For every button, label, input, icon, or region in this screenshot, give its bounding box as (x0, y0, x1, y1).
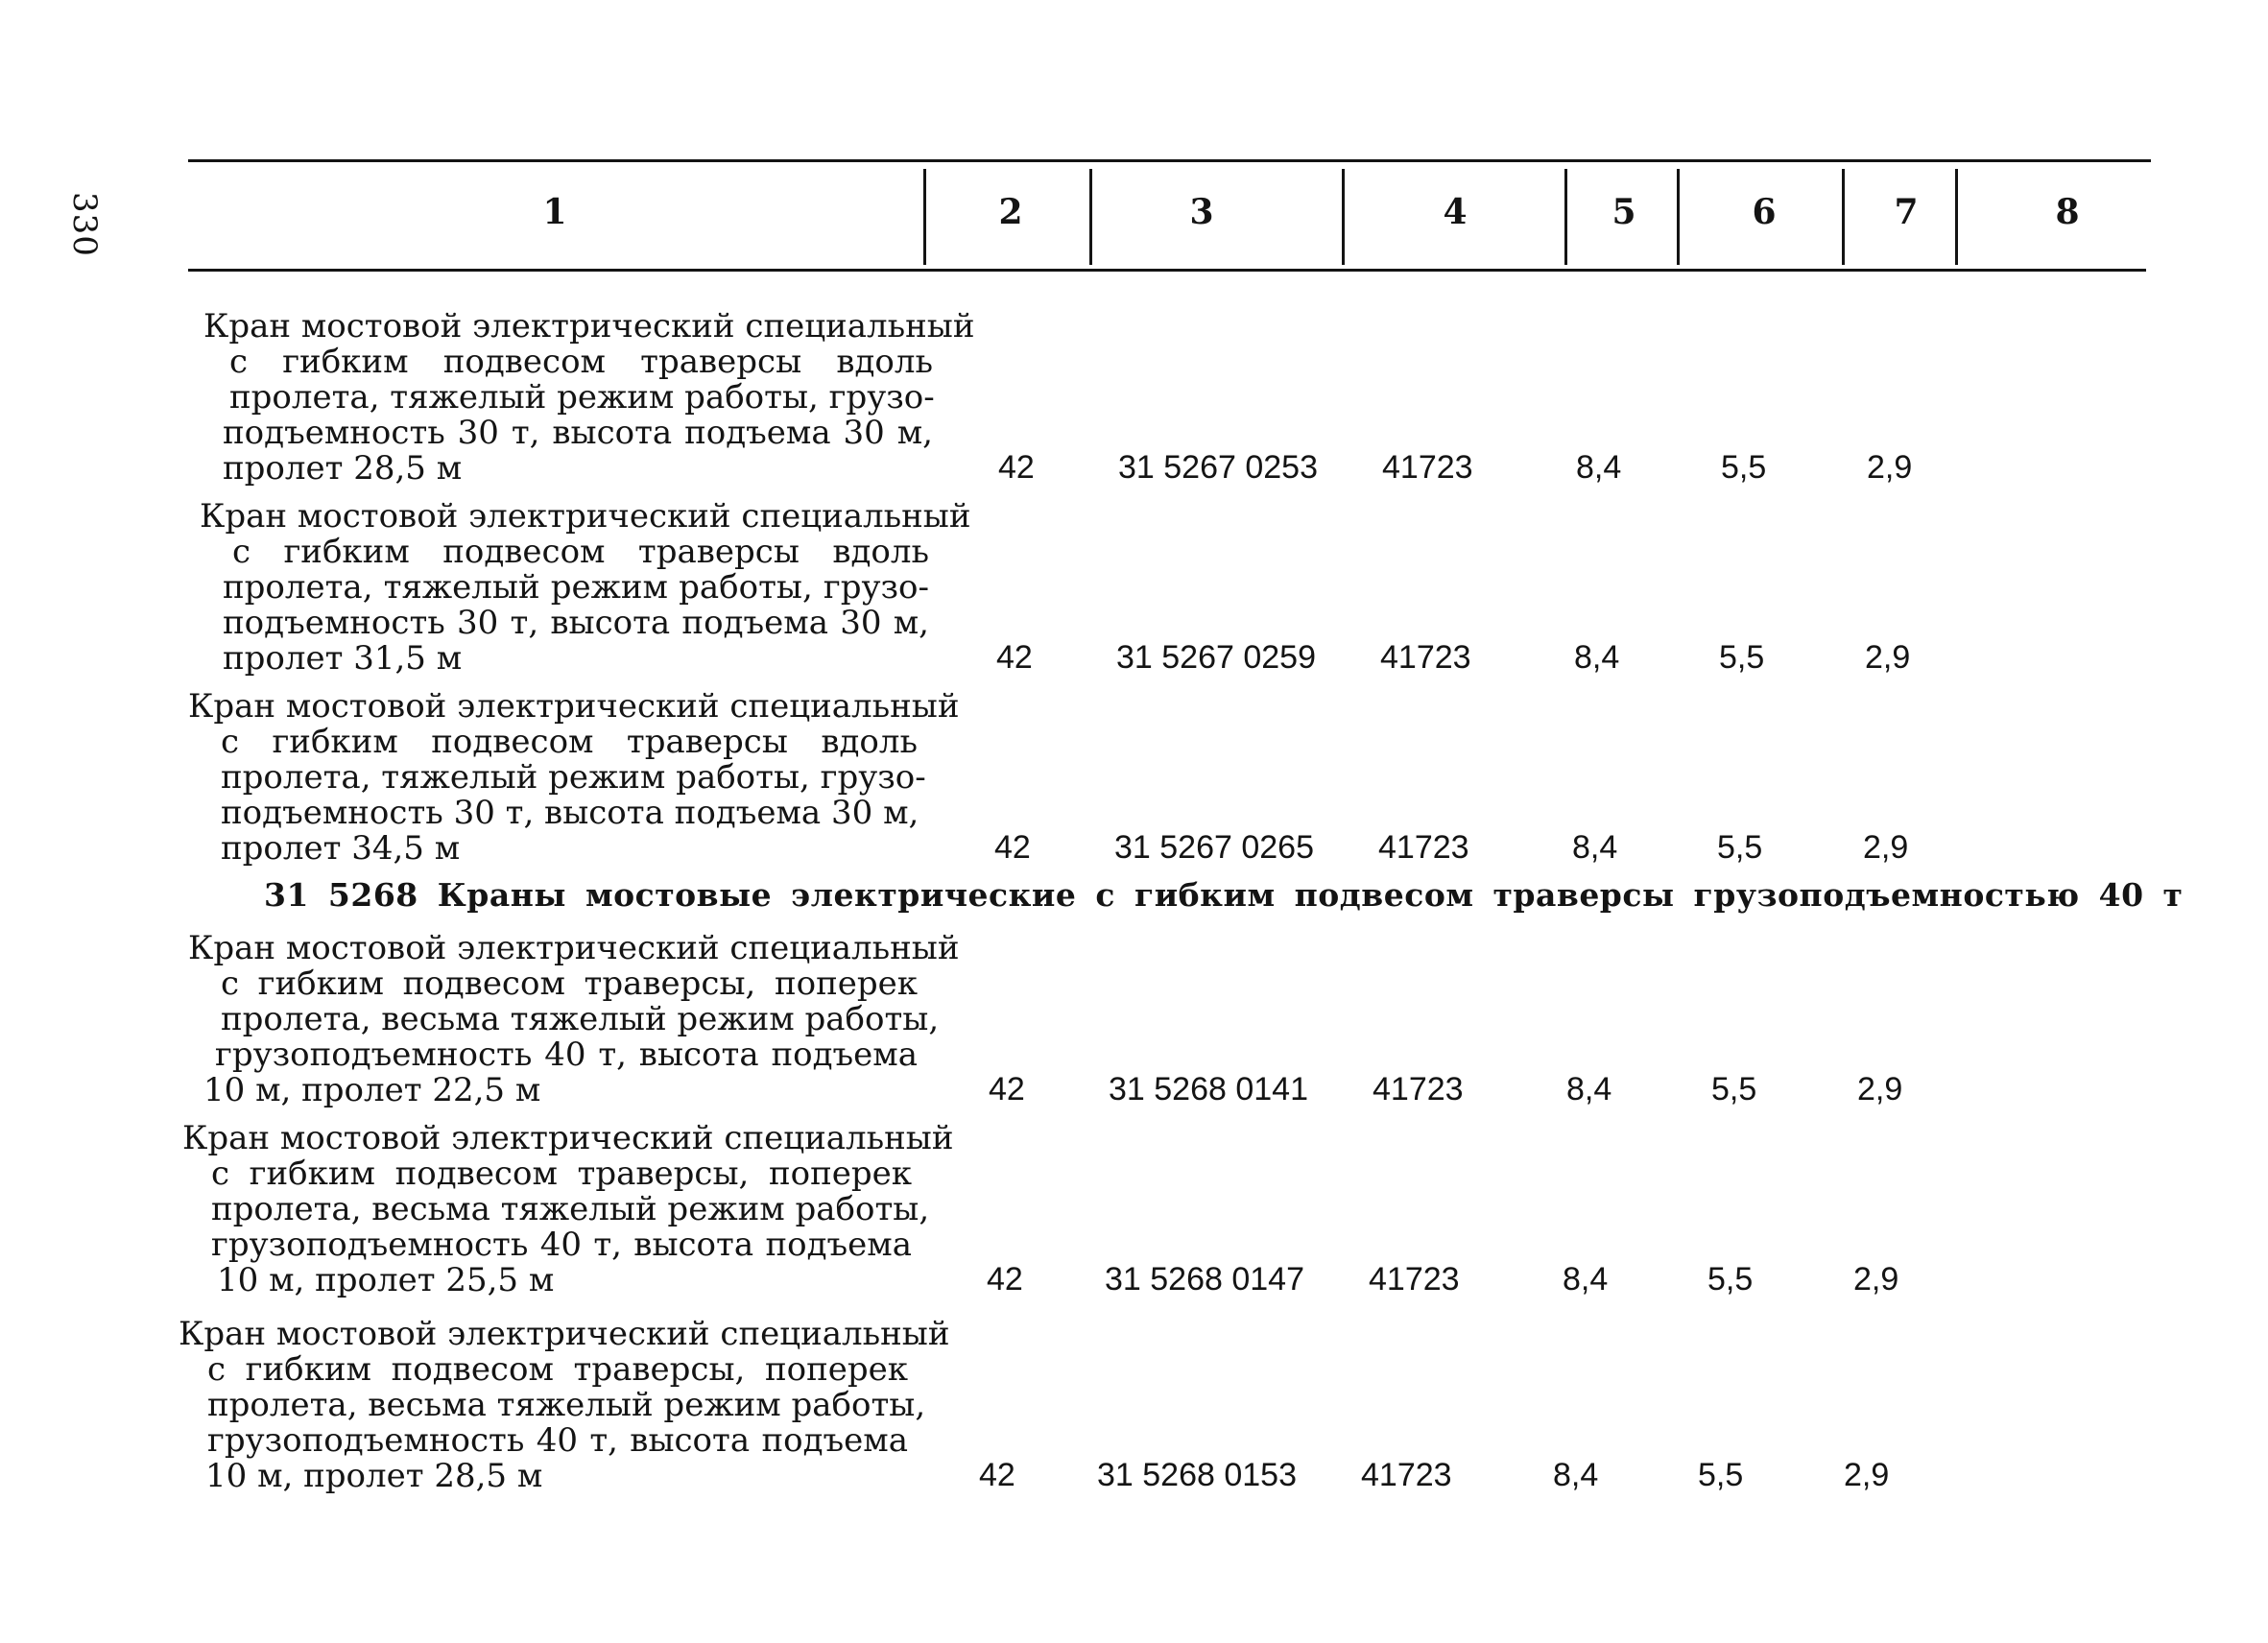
table-cell-col2: 42 (994, 829, 1031, 866)
description-line: Кран мостовой электрический специальный (188, 929, 960, 967)
table-cell-col2: 42 (979, 1457, 1015, 1493)
column-divider (1564, 169, 1567, 265)
table-cell-col3: 31 5268 0153 (1097, 1457, 1297, 1493)
column-header-7: 7 (1894, 192, 1919, 232)
description-line: Кран мостовой электрический специальный (182, 1119, 954, 1157)
table-cell-col3: 31 5267 0265 (1114, 829, 1314, 866)
table-cell-col4: 41723 (1373, 1071, 1464, 1107)
description-line: 10 м, пролет 25,5 м (217, 1261, 555, 1299)
column-divider (1342, 169, 1345, 265)
description-line: пролета, весьма тяжелый режим работы, (211, 1190, 930, 1228)
description-line: грузоподъемность 40 т, высота подъема (215, 1036, 918, 1074)
column-header-8: 8 (2055, 192, 2080, 232)
description-line: пролета, тяжелый режим работы, грузо- (221, 758, 926, 797)
description-line: грузоподъемность 40 т, высота подъема (211, 1226, 912, 1264)
table-cell-col3: 31 5268 0147 (1105, 1261, 1304, 1298)
description-line: пролет 28,5 м (223, 449, 463, 488)
table-row-description (203, 307, 975, 488)
table-cell-col5: 8,4 (1553, 1457, 1599, 1493)
table-cell-col7: 2,9 (1865, 639, 1911, 676)
description-line: пролет 31,5 м (223, 639, 463, 678)
description-line: подъемность 30 т, высота подъема 30 м, (221, 794, 919, 832)
table-top-rule (188, 159, 2151, 162)
table-row-description (188, 929, 960, 1109)
table-row-description (182, 1119, 954, 1299)
description-line: 10 м, пролет 28,5 м (205, 1457, 543, 1495)
description-line: с гибким подвесом траверсы вдоль (221, 723, 918, 761)
table-cell-col2: 42 (996, 639, 1033, 676)
table-cell-col6: 5,5 (1719, 639, 1765, 676)
description-line: с гибким подвесом траверсы, поперек (221, 964, 918, 1003)
table-cell-col2: 42 (998, 449, 1035, 486)
table-cell-col6: 5,5 (1717, 829, 1763, 866)
column-divider (1677, 169, 1680, 265)
table-cell-col5: 8,4 (1574, 639, 1620, 676)
table-cell-col7: 2,9 (1863, 829, 1909, 866)
description-line: пролета, тяжелый режим работы, грузо- (229, 378, 935, 417)
section-heading: 31 5268 Краны мостовые электрические с гибким подвесом траверсы грузоподъемностью 40 т (264, 876, 2184, 914)
column-header-5: 5 (1611, 192, 1636, 232)
table-cell-col5: 8,4 (1563, 1261, 1609, 1298)
column-header-1: 1 (542, 192, 567, 232)
table-cell-col4: 41723 (1378, 829, 1469, 866)
table-cell-col5: 8,4 (1572, 829, 1618, 866)
description-line: 10 м, пролет 22,5 м (203, 1071, 541, 1109)
table-cell-col4: 41723 (1382, 449, 1473, 486)
column-divider (923, 169, 926, 265)
table-cell-col6: 5,5 (1707, 1261, 1754, 1298)
table-cell-col2: 42 (987, 1261, 1023, 1298)
description-line: пролета, весьма тяжелый режим работы, (221, 1000, 940, 1038)
description-line: Кран мостовой электрический специальный (188, 687, 960, 726)
description-line: пролета, весьма тяжелый режим работы, (207, 1386, 926, 1424)
table-cell-col2: 42 (989, 1071, 1025, 1107)
column-header-2: 2 (998, 192, 1023, 232)
page-number: 330 (65, 192, 104, 257)
table-cell-col7: 2,9 (1853, 1261, 1899, 1298)
description-line: подъемность 30 т, высота подъема 30 м, (223, 414, 933, 452)
table-cell-col4: 41723 (1380, 639, 1471, 676)
column-divider (1955, 169, 1958, 265)
description-line: Кран мостовой электрический специальный (203, 307, 975, 345)
column-header-3: 3 (1189, 192, 1214, 232)
description-line: с гибким подвесом траверсы вдоль (232, 533, 929, 571)
description-line: грузоподъемность 40 т, высота подъема (207, 1421, 908, 1460)
description-line: с гибким подвесом траверсы, поперек (207, 1350, 908, 1389)
description-line: с гибким подвесом траверсы, поперек (211, 1155, 912, 1193)
description-line: подъемность 30 т, высота подъема 30 м, (223, 604, 929, 642)
table-cell-col7: 2,9 (1844, 1457, 1890, 1493)
description-line: пролета, тяжелый режим работы, грузо- (223, 568, 929, 607)
table-cell-col3: 31 5267 0253 (1118, 449, 1318, 486)
table-cell-col7: 2,9 (1857, 1071, 1903, 1107)
table-header-rule (188, 269, 2146, 272)
description-line: Кран мостовой электрический специальный (179, 1315, 950, 1353)
table-row-description (179, 1315, 950, 1495)
column-header-4: 4 (1443, 192, 1468, 232)
table-cell-col4: 41723 (1361, 1457, 1452, 1493)
table-cell-col6: 5,5 (1711, 1071, 1757, 1107)
description-line: пролет 34,5 м (221, 829, 461, 868)
column-divider (1089, 169, 1092, 265)
description-line: с гибким подвесом траверсы вдоль (229, 343, 933, 381)
description-line: Кран мостовой электрический специальный (200, 497, 971, 536)
table-row-description (200, 497, 971, 678)
column-header-6: 6 (1752, 192, 1777, 232)
table-cell-col4: 41723 (1369, 1261, 1460, 1298)
table-cell-col6: 5,5 (1698, 1457, 1744, 1493)
table-cell-col6: 5,5 (1721, 449, 1767, 486)
table-cell-col5: 8,4 (1576, 449, 1622, 486)
table-cell-col5: 8,4 (1566, 1071, 1612, 1107)
table-row-description (188, 687, 960, 868)
table-cell-col3: 31 5267 0259 (1116, 639, 1316, 676)
column-divider (1842, 169, 1845, 265)
table-cell-col7: 2,9 (1867, 449, 1913, 486)
table-cell-col3: 31 5268 0141 (1109, 1071, 1308, 1107)
